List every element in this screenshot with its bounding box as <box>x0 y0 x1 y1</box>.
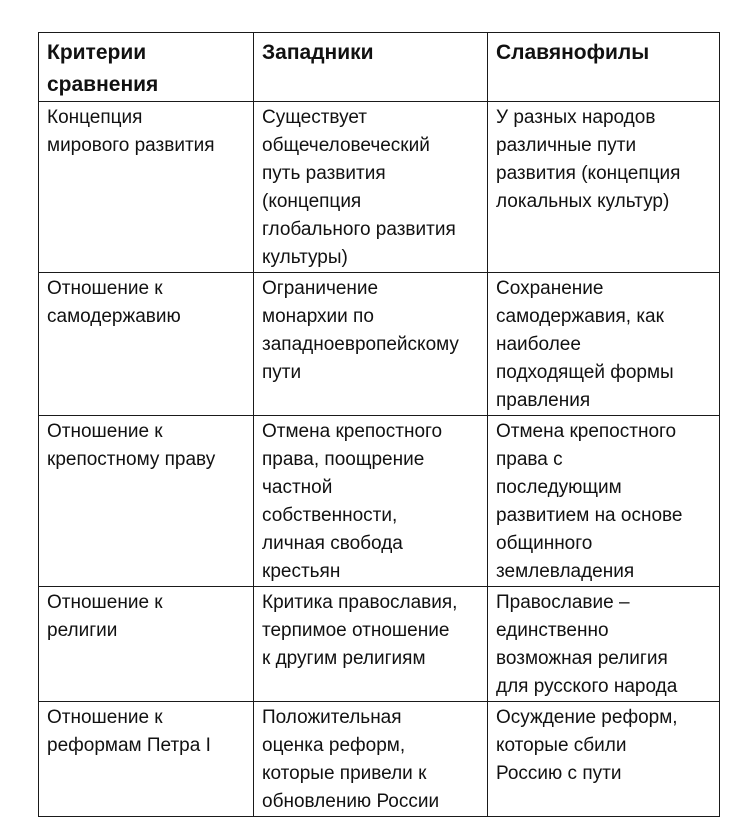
criterion-cell: Отношение к самодержавию <box>39 273 254 416</box>
table-row <box>39 587 720 702</box>
slavophiles-cell: Православие – единственно возможная религия для русского народа <box>488 587 720 702</box>
table-header-row <box>39 33 720 102</box>
criterion-cell: Отношение к религии <box>39 587 254 702</box>
criterion-cell: Отношение к крепостному праву <box>39 416 254 587</box>
criterion-cell: Концепция мирового развития <box>39 102 254 273</box>
westerners-cell: Отмена крепостного права, поощрение частной собственности, личная свобода крестьян <box>254 416 488 587</box>
westerners-cell: Существует общечеловеческий путь развития (концепция глобального развития культуры) <box>254 102 488 273</box>
table-row <box>39 702 720 817</box>
header-criteria: Критерии сравнения <box>39 33 254 102</box>
slavophiles-cell: Отмена крепостного права с последующим развитием на основе общинного землевладения <box>488 416 720 587</box>
westerners-cell: Критика православия, терпимое отношение к другим религиям <box>254 587 488 702</box>
table-row <box>39 416 720 587</box>
slavophiles-cell: Осуждение реформ, которые сбили Россию с пути <box>488 702 720 817</box>
table-row <box>39 273 720 416</box>
slavophiles-cell: Сохранение самодержавия, как наиболее подходящей формы правления <box>488 273 720 416</box>
westerners-cell: Ограничение монархии по западноевропейскому пути <box>254 273 488 416</box>
comparison-table <box>38 32 720 817</box>
westerners-cell: Положительная оценка реформ, которые привели к обновлению России <box>254 702 488 817</box>
slavophiles-cell: У разных народов различные пути развития (концепция локальных культур) <box>488 102 720 273</box>
comparison-table-wrapper <box>38 32 720 817</box>
header-westerners: Западники <box>254 33 488 102</box>
criterion-cell: Отношение к реформам Петра I <box>39 702 254 817</box>
table-row <box>39 102 720 273</box>
header-slavophiles: Славянофилы <box>488 33 720 102</box>
